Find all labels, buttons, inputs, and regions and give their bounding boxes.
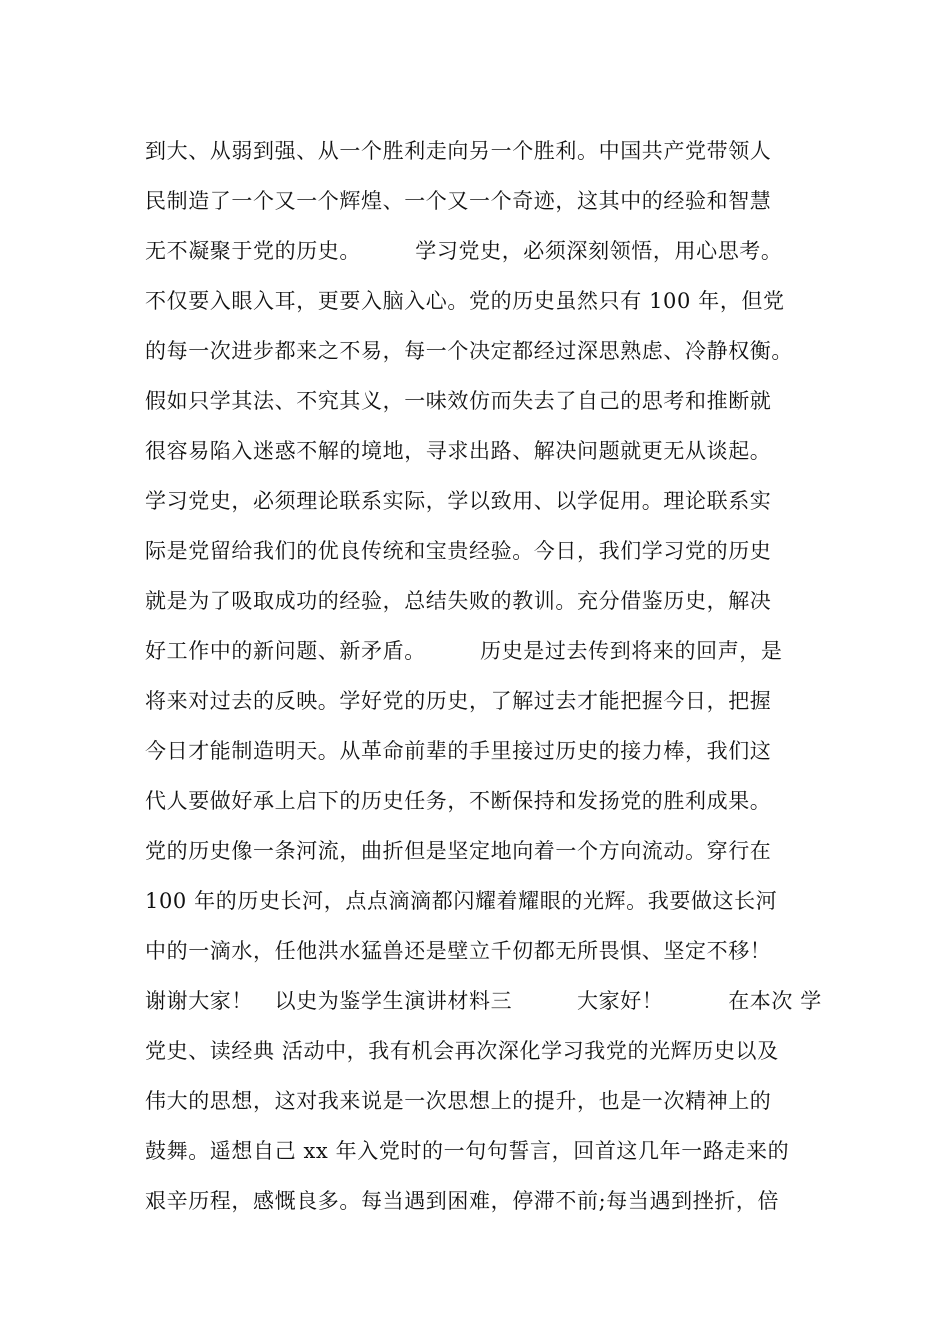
text-line: 学习党史，必须理论联系实际，学以致用、以学促用。理论联系实 [145, 489, 772, 513]
text-line: 鼓舞。遥想自己 xx 年入党时的一句句誓言，回首这几年一路走来的 [145, 1139, 790, 1163]
text-line: 不仅要入眼入耳，更要入脑入心。党的历史虽然只有 100 年，但党 [145, 289, 785, 313]
text-line: 到大、从弱到强、从一个胜利走向另一个胜利。中国共产党带领人 [145, 139, 772, 163]
text-line: 的每一次进步都来之不易，每一个决定都经过深思熟虑、冷静权衡。 [145, 339, 793, 363]
text-line: 际是党留给我们的优良传统和宝贵经验。今日，我们学习党的历史 [145, 539, 772, 563]
text-line: 伟大的思想，这对我来说是一次思想上的提升，也是一次精神上的 [145, 1089, 772, 1113]
text-line: 中的一滴水，任他洪水猛兽还是壁立千仞都无所畏惧、坚定不移！ [145, 939, 772, 963]
text-line: 代人要做好承上启下的历史任务，不断保持和发扬党的胜利成果。 [145, 789, 772, 813]
text-line: 100 年的历史长河，点点滴滴都闪耀着耀眼的光辉。我要做这长河 [145, 889, 778, 913]
text-line: 无不凝聚于党的历史。 学习党史，必须深刻领悟，用心思考。 [145, 239, 783, 263]
text-line: 今日才能制造明天。从革命前辈的手里接过历史的接力棒，我们这 [145, 739, 772, 763]
text-line: 党的历史像一条河流，曲折但是坚定地向着一个方向流动。穿行在 [145, 839, 772, 863]
text-line: 艰辛历程，感慨良多。每当遇到困难，停滞不前;每当遇到挫折，倍 [145, 1189, 780, 1213]
text-line: 假如只学其法、不究其义，一味效仿而失去了自己的思考和推断就 [145, 389, 772, 413]
text-line: 党史、读经典 活动中，我有机会再次深化学习我党的光辉历史以及 [145, 1039, 779, 1063]
text-line: 很容易陷入迷惑不解的境地，寻求出路、解决问题就更无从谈起。 [145, 439, 772, 463]
text-line: 就是为了吸取成功的经验，总结失败的教训。充分借鉴历史，解决 [145, 589, 772, 613]
body-text [145, 126, 825, 1226]
text-line: 民制造了一个又一个辉煌、一个又一个奇迹，这其中的经验和智慧 [145, 189, 772, 213]
text-line: 将来对过去的反映。学好党的历史，了解过去才能把握今日，把握 [145, 689, 772, 713]
text-line: 好工作中的新问题、新矛盾。 历史是过去传到将来的回声，是 [145, 639, 783, 663]
text-line: 谢谢大家！ 以史为鉴学生演讲材料三 大家好！ 在本次 学 [145, 989, 822, 1013]
